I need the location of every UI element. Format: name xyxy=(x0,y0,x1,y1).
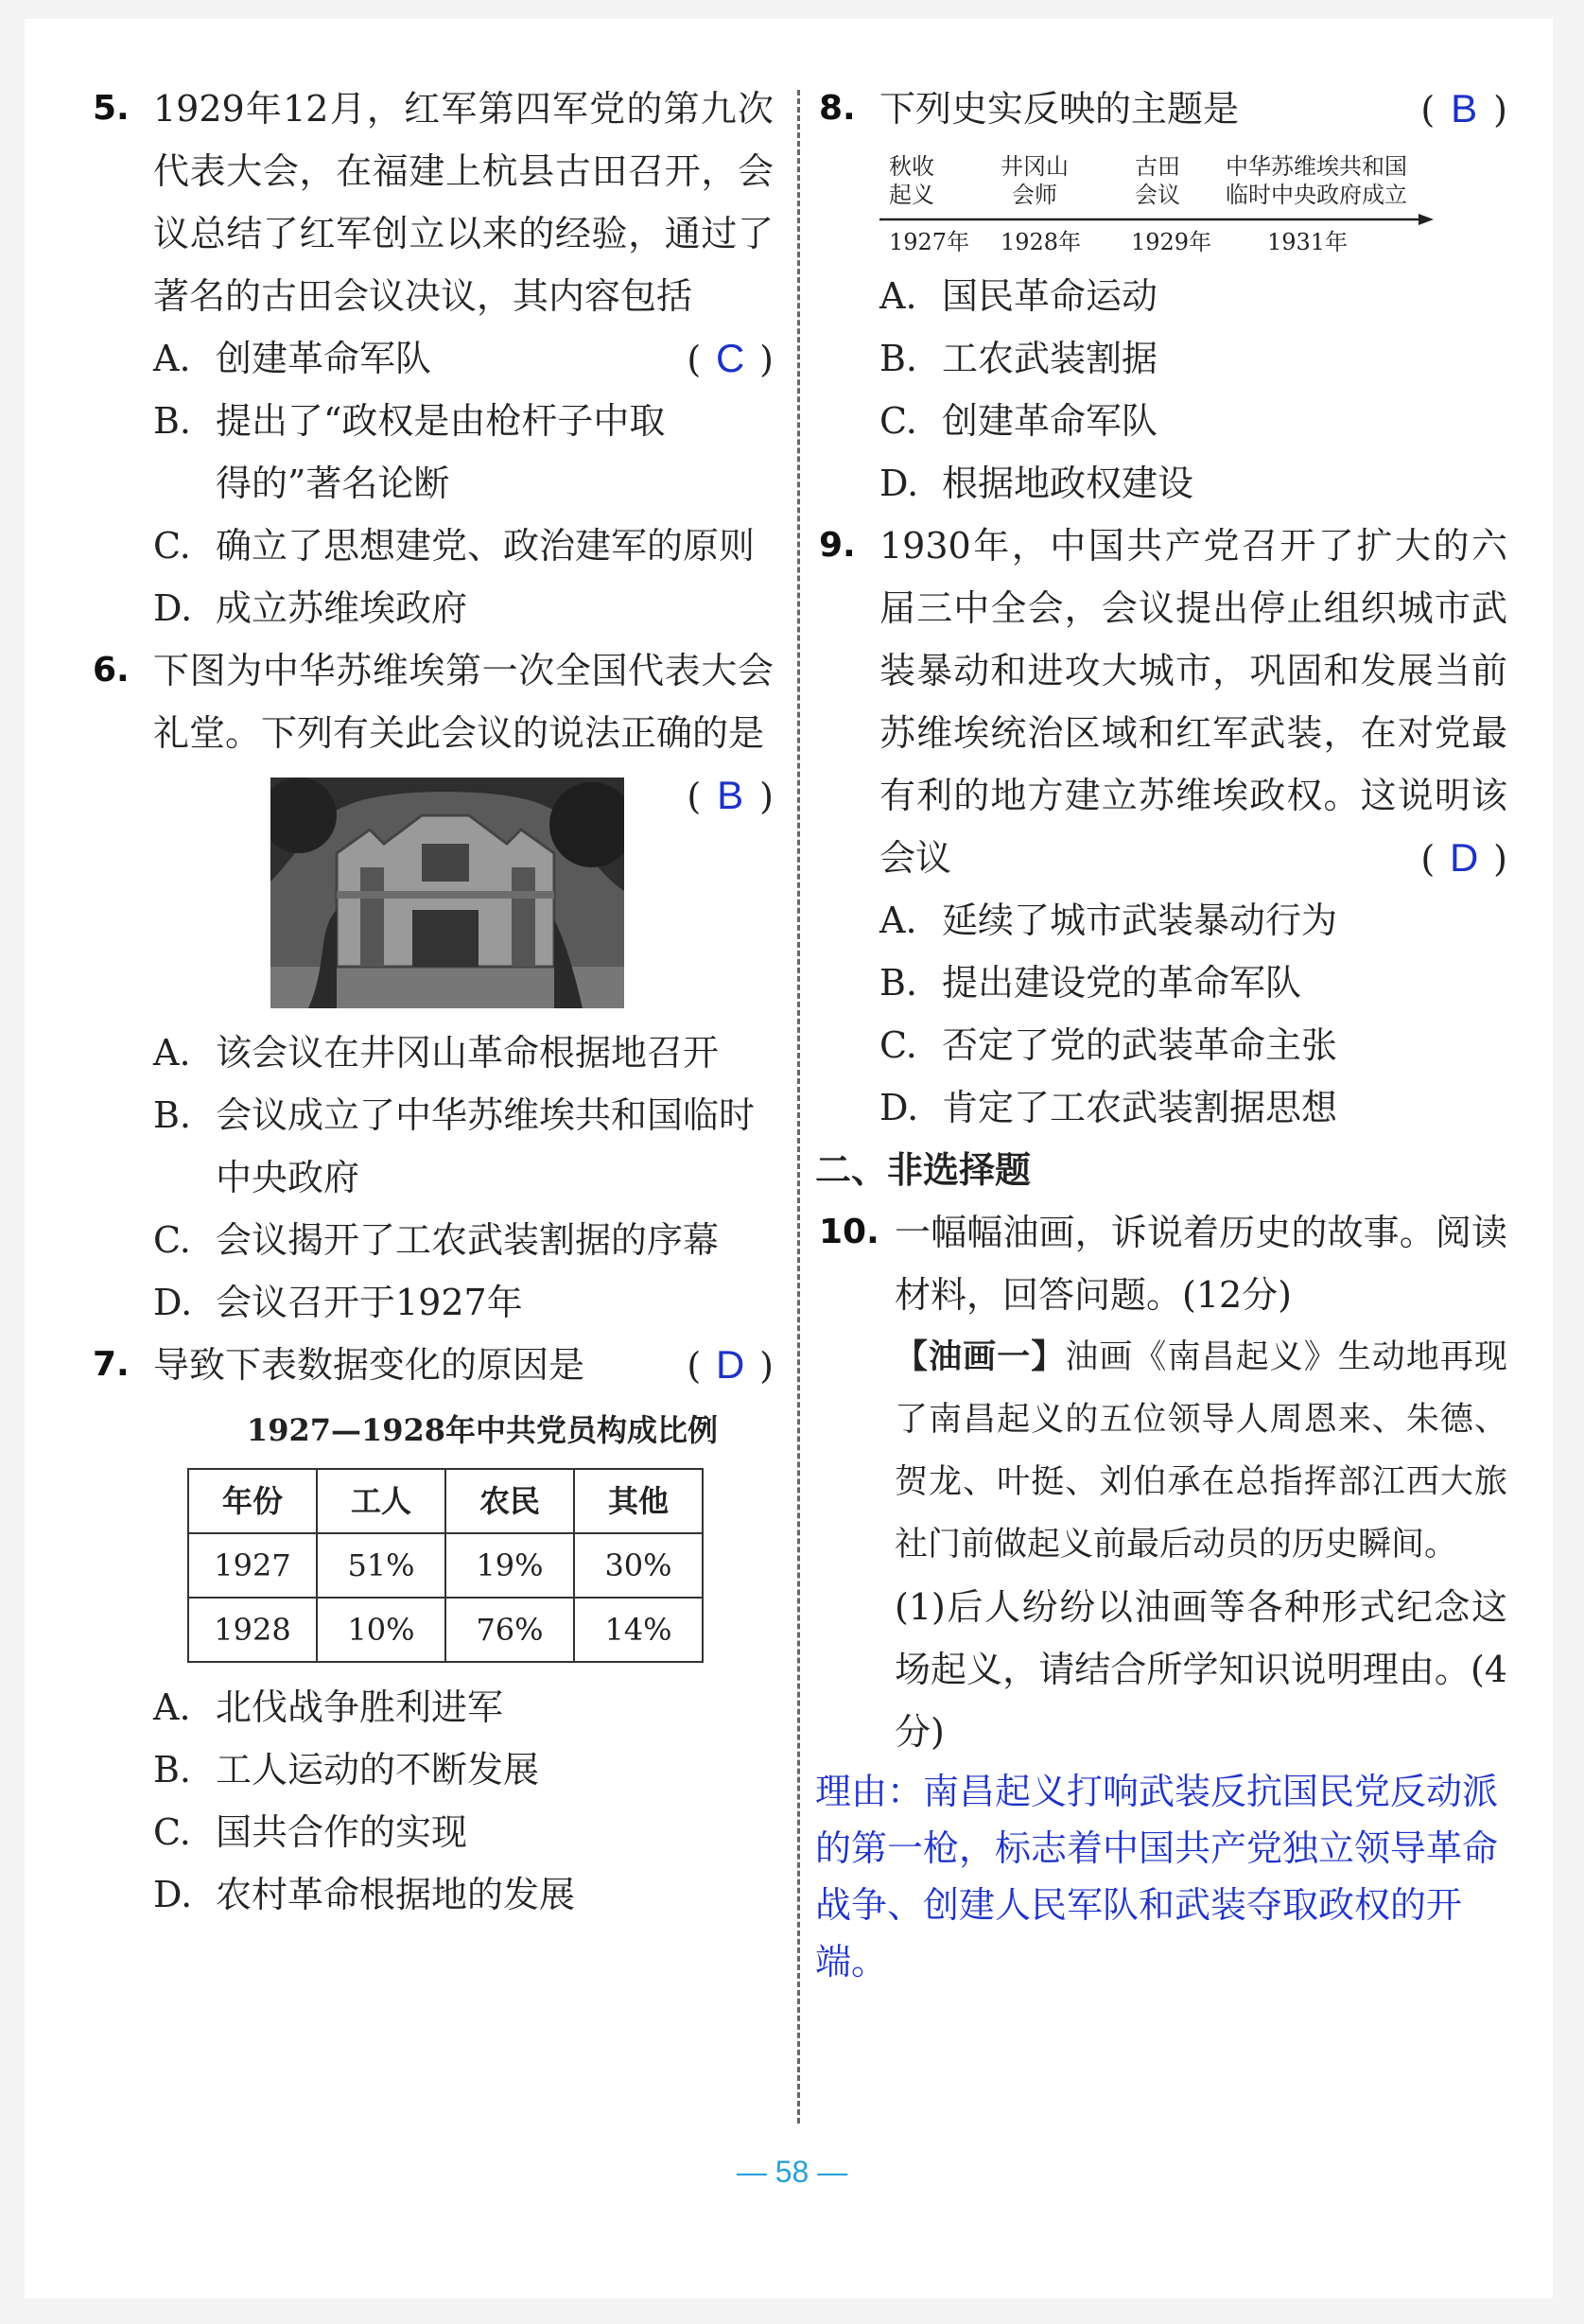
stem-text: 下图为中华苏维埃第一次全国代表大会礼堂。下列有关此会议的说法正确的是 xyxy=(153,650,774,754)
answer-letter: D xyxy=(716,1342,745,1387)
answer-bracket: ( C ) xyxy=(687,327,774,391)
material-tag: 【油画一】 xyxy=(895,1338,1066,1376)
timeline-year: 1931年 xyxy=(1267,229,1349,255)
question-number: 6. xyxy=(93,651,130,690)
stem-text: 下列史实反映的主题是 xyxy=(879,88,1240,130)
option: B. 工人运动的不断发展 xyxy=(153,1749,540,1791)
question-number: 8. xyxy=(819,89,856,128)
sub-question-1: (1)后人纷纷以油画等各种形式纪念这场起义，请结合所学知识说明理由。(4分) xyxy=(895,1586,1507,1753)
option: D. 成立苏维埃政府 xyxy=(153,587,468,629)
timeline-event-label: 临时中央政府成立 xyxy=(1226,182,1407,208)
answer-text: 理由：南昌起义打响武装反抗国民党反动派的第一枪，标志着中国共产党独立领导革命战争、创建人民军队和武装夺取政权的开端。 xyxy=(815,1771,1499,1983)
timeline-year: 1927年 xyxy=(889,229,970,255)
table-row: 1928 10% 76% 14% xyxy=(188,1598,703,1662)
material-painting-1 xyxy=(895,1326,1507,1576)
question-stem xyxy=(879,515,1507,889)
option: C. 会议揭开了工农武装割据的序幕 xyxy=(153,1219,720,1261)
option: B. 会议成立了中华苏维埃共和国临时中央政府 xyxy=(153,1094,756,1198)
option: C. 创建革命军队 xyxy=(879,400,1158,442)
assembly-hall-photo xyxy=(270,778,624,1008)
answer-letter: D xyxy=(1450,835,1479,880)
question-stem xyxy=(153,639,774,817)
question-stem xyxy=(879,78,1507,140)
timeline-event-label: 会师 xyxy=(1012,182,1057,208)
question-9 xyxy=(819,515,1507,1139)
timeline-event-label: 秋收 xyxy=(889,153,934,180)
option: A. 创建革命军队 xyxy=(153,338,432,379)
question-6 xyxy=(93,639,774,1334)
option: C. 确立了思想建党、政治建军的原则 xyxy=(153,525,756,567)
timeline-event-label: 古田 xyxy=(1135,153,1180,180)
option: B. 工农武装割据 xyxy=(879,338,1158,379)
option: A. 该会议在井冈山革命根据地召开 xyxy=(153,1032,720,1074)
stem-text: 1930年，中国共产党召开了扩大的六届三中全会，会议提出停止组织城市武装暴动和进攻大城市，巩固和发展当前苏维埃统治区域和红军武装，在对党最有利的地方建立苏维埃政权。这说明该会议 xyxy=(879,525,1507,879)
answer-bracket: ( B ) xyxy=(1420,78,1507,141)
stem-text: 导致下表数据变化的原因是 xyxy=(153,1344,585,1386)
option: C. 否定了党的武装革命主张 xyxy=(879,1024,1338,1066)
section-heading: 二、非选择题 xyxy=(815,1149,1032,1191)
table-row: 1927 51% 19% 30% xyxy=(188,1533,703,1598)
timeline-diagram xyxy=(879,144,1437,257)
option: D. 根据地政权建设 xyxy=(879,463,1194,504)
question-stem xyxy=(153,1334,774,1396)
stem-text: 1929年12月，红军第四军党的第九次代表大会，在福建上杭县古田召开，会议总结了红军创立以来的经验，通过了著名的古田会议决议，其内容包括 xyxy=(153,88,774,317)
question-number: 10. xyxy=(819,1213,879,1251)
right-column xyxy=(815,78,1507,1990)
question-number: 5. xyxy=(93,89,130,128)
timeline-event-label: 中华苏维埃共和国 xyxy=(1226,153,1407,180)
question-number: 9. xyxy=(819,526,856,565)
answer-bracket: ( D ) xyxy=(687,1334,774,1397)
question-stem: 一幅幅油画，诉说着历史的故事。阅读材料，回答问题。(12分) xyxy=(895,1212,1507,1316)
option: B. 提出了“政权是由枪杆子中取得的”著名论断 xyxy=(153,400,666,504)
question-5 xyxy=(93,78,774,639)
option: A. 北伐战争胜利进军 xyxy=(153,1686,504,1728)
material-text: 油画《南昌起义》生动地再现了南昌起义的五位领导人周恩来、朱德、贺龙、叶挺、刘伯承在总指挥部江西大旅社门前做起义前最后动员的历史瞬间。 xyxy=(895,1338,1507,1564)
answer-bracket: ( D ) xyxy=(1420,827,1507,890)
answer-letter: B xyxy=(717,773,744,817)
table-header-row: 年份 工人 农民 其他 xyxy=(188,1469,703,1533)
arrow-icon xyxy=(1419,214,1434,225)
timeline-event-label: 起义 xyxy=(889,182,934,208)
option: A. 延续了城市武装暴动行为 xyxy=(879,900,1338,941)
left-column xyxy=(93,78,774,1926)
membership-table xyxy=(187,1468,704,1663)
question-7 xyxy=(93,1334,774,1926)
timeline-event-label: 会议 xyxy=(1135,182,1180,208)
option: D. 农村革命根据地的发展 xyxy=(153,1874,576,1915)
table-title: 1927—1928年中共党员构成比例 xyxy=(246,1412,719,1448)
question-10 xyxy=(815,1201,1507,1990)
column-divider xyxy=(797,90,800,2123)
option: B. 提出建设党的革命军队 xyxy=(879,962,1302,1004)
timeline-year: 1928年 xyxy=(1001,229,1082,255)
timeline-year: 1929年 xyxy=(1131,229,1212,255)
page-number: — 58 — xyxy=(736,2155,848,2189)
question-number: 7. xyxy=(93,1345,130,1384)
answer-letter: C xyxy=(716,336,745,380)
option: D. 会议召开于1927年 xyxy=(153,1282,523,1323)
option: A. 国民革命运动 xyxy=(879,275,1158,317)
question-8 xyxy=(819,78,1507,515)
timeline-event-label: 井冈山 xyxy=(1001,153,1069,180)
answer-bracket: ( B ) xyxy=(687,764,774,828)
option: C. 国共合作的实现 xyxy=(153,1811,468,1853)
option: D. 肯定了工农武装割据思想 xyxy=(879,1087,1338,1128)
answer-letter: B xyxy=(1451,86,1478,131)
